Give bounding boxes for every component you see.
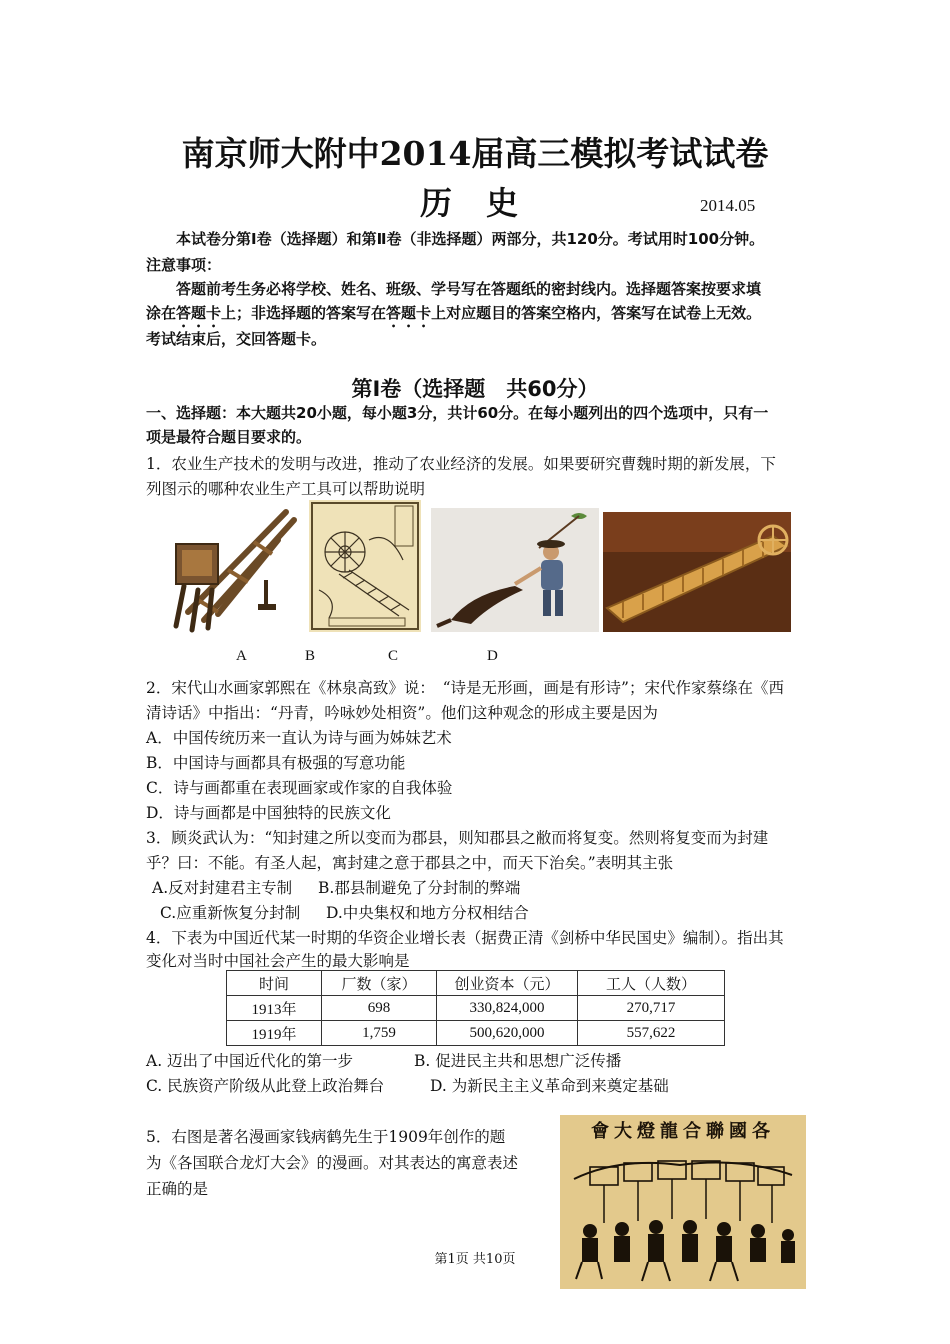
image-c-farmer-plough (431, 508, 599, 632)
image-b-waterwheel-drawing (309, 500, 421, 632)
question-1-line-1: 1．农业生产技术的发明与改进，推动了农业经济的发展。如果要研究曹魏时期的新发展，下 (146, 455, 776, 473)
table-cell: 698 (322, 996, 437, 1021)
question-2-line-1: 2．宋代山水画家郭熙在《林泉高致》说： “诗是无形画，画是有形诗”；宋代作家蔡绦在《西 (146, 679, 784, 697)
question-1-line-2: 列图示的哪种农业生产工具可以帮助说明 (146, 480, 426, 498)
section-title: 第Ⅰ卷（选择题 共60分） (351, 377, 599, 401)
table-header-cell: 时间 (227, 971, 322, 996)
question-3-option-b: B.郡县制避免了分封制的弊端 (318, 879, 521, 897)
notice-heading: 注意事项： (146, 256, 222, 274)
question-2-option-c: C．诗与画都重在表现画家或作家的自我体验 (146, 779, 453, 797)
question-5-line-2: 为《各国联合龙灯大会》的漫画。对其表达的寓意表述 (146, 1154, 519, 1172)
table-header-cell: 厂数（家） (322, 971, 437, 996)
table-header-cell: 工人（人数） (578, 971, 725, 996)
page-footer: 第1页 共10页 (434, 1252, 516, 1267)
question-2-option-a: A．中国传统历来一直认为诗与画为姊妹艺术 (146, 729, 452, 747)
table-header-cell: 创业资本（元） (437, 971, 578, 996)
question-3-option-d: D.中央集权和地方分权相结合 (326, 904, 529, 922)
option-label-b: B (305, 648, 316, 664)
enterprise-growth-table (226, 970, 725, 1046)
question-5-line-3: 正确的是 (146, 1180, 209, 1198)
question-3-line-2: 乎？曰：不能。有圣人起，寓封建之意于郡县之中，而天下治矣。”表明其主张 (146, 854, 674, 872)
option-label-d: D (487, 648, 498, 664)
image-a-seed-drill (158, 502, 298, 634)
table-cell: 270,717 (578, 996, 725, 1021)
subject-heading: 历史 (420, 184, 553, 222)
question-4-option-a: A. 迈出了中国近代化的第一步 (146, 1052, 354, 1070)
question-4-line-2: 变化对当时中国社会产生的最大影响是 (146, 952, 410, 970)
question-4-option-d: D. 为新民主主义革命到来奠定基础 (430, 1077, 669, 1095)
section-instruction-1: 一、选择题：本大题共20小题，每小题3分，共计60分。在每小题列出的四个选项中，只有一 (146, 404, 769, 422)
table-cell: 1913年 (227, 996, 322, 1021)
notice-line-2: 涂在答题卡上；非选择题的答案写在答题卡上对应题目的答案空格内，答案写在试卷上无效。 (146, 304, 762, 322)
exam-title: 南京师大附中2014届高三模拟考试试卷 (181, 134, 769, 173)
cartoon-caption: 會大燈龍合聯國各 (591, 1121, 775, 1142)
exam-date: 2014.05 (700, 196, 756, 215)
table-row (227, 1021, 725, 1046)
option-label-c: C (388, 648, 399, 664)
question-4-option-b: B. 促进民主共和思想广泛传播 (414, 1052, 622, 1070)
question-2-option-d: D．诗与画都是中国独特的民族文化 (146, 804, 391, 822)
table-cell: 1919年 (227, 1021, 322, 1046)
table-cell: 557,622 (578, 1021, 725, 1046)
section-instruction-2: 项是最符合题目要求的。 (146, 428, 312, 446)
table-cell: 330,824,000 (437, 996, 578, 1021)
notice-line-3: 考试结束后，交回答题卡。 (146, 330, 327, 348)
question-3-option-a: A.反对封建君主专制 (152, 879, 293, 897)
table-cell: 500,620,000 (437, 1021, 578, 1046)
table-header-row (227, 971, 725, 996)
option-label-a: A (236, 648, 247, 664)
intro-line: 本试卷分第Ⅰ卷（选择题）和第Ⅱ卷（非选择题）两部分，共120分。考试用时100分钟。 (176, 230, 765, 248)
notice-line-1: 答题前考生务必将学校、姓名、班级、学号写在答题纸的密封线内。选择题答案按要求填 (176, 280, 762, 298)
question-2-option-b: B．中国诗与画都具有极强的写意功能 (146, 754, 406, 772)
question-2-line-2: 清诗话》中指出：“丹青，吟咏妙处相资”。他们这种观念的形成主要是因为 (146, 704, 658, 722)
question-3-option-c: C.应重新恢复分封制 (160, 904, 301, 922)
question-4-line-1: 4．下表为中国近代某一时期的华资企业增长表（据费正清《剑桥中华民国史》编制）。指出其 (146, 929, 784, 947)
question-5-line-1: 5．右图是著名漫画家钱病鹤先生于1909年创作的题 (146, 1128, 506, 1146)
question-3-line-1: 3．顾炎武认为：“知封建之所以变而为郡县，则知郡县之敝而将复变。然则将复变而为封建 (146, 829, 769, 847)
image-d-chain-pump (603, 512, 791, 632)
table-cell: 1,759 (322, 1021, 437, 1046)
question-4-option-c: C. 民族资产阶级从此登上政治舞台 (146, 1077, 385, 1095)
table-row (227, 996, 725, 1021)
